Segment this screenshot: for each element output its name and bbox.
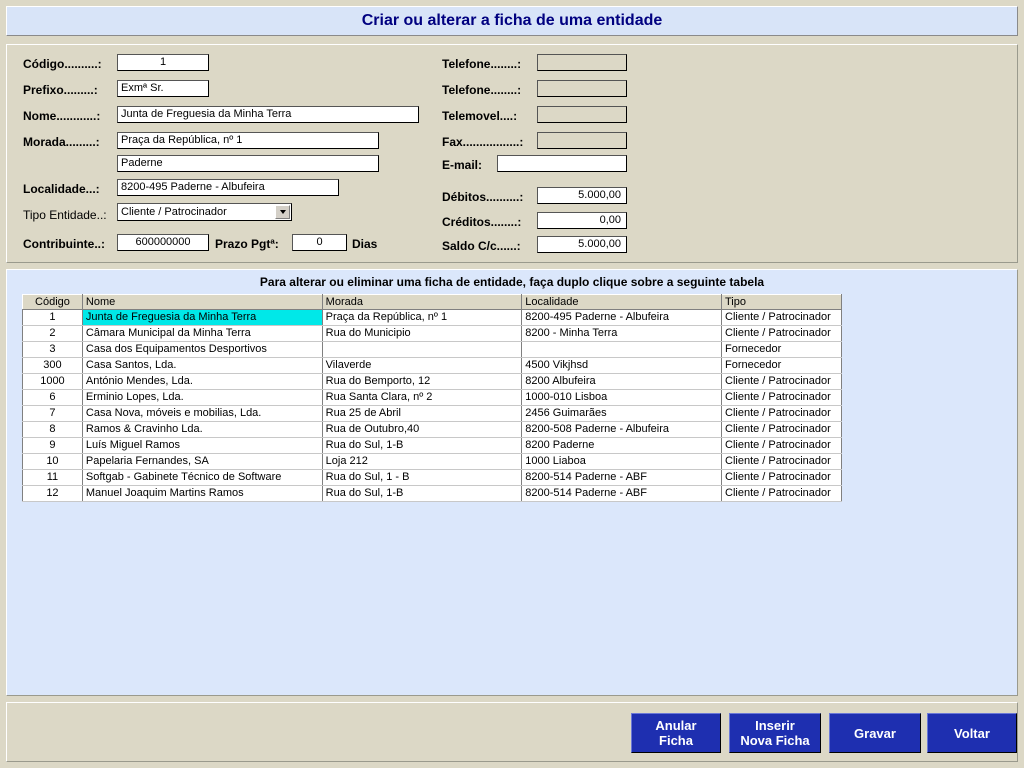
window-titlebar xyxy=(6,6,1018,36)
inserir-nova-ficha-label-line2: Nova Ficha xyxy=(740,733,810,748)
cell-localidade: 4500 Vikjhsd xyxy=(522,358,722,374)
page-title: Criar ou alterar a ficha de uma entidade xyxy=(361,12,663,29)
cell-codigo: 1000 xyxy=(23,374,83,390)
tipo-entidade-value: Cliente / Patrocinador xyxy=(121,206,227,218)
voltar-button[interactable]: Voltar xyxy=(927,713,1017,753)
cell-morada: Rua do Sul, 1-B xyxy=(322,438,522,454)
cell-nome: Junta de Freguesia da Minha Terra xyxy=(82,310,322,326)
cell-nome: Luís Miguel Ramos xyxy=(82,438,322,454)
label-codigo: Código..........: xyxy=(23,57,102,71)
cell-codigo: 2 xyxy=(23,326,83,342)
cell-codigo: 12 xyxy=(23,486,83,502)
cell-nome: Casa Santos, Lda. xyxy=(82,358,322,374)
table-row[interactable] xyxy=(23,326,842,342)
cell-codigo: 7 xyxy=(23,406,83,422)
cell-tipo: Cliente / Patrocinador xyxy=(722,422,842,438)
cell-tipo: Cliente / Patrocinador xyxy=(722,486,842,502)
cell-morada: Rua do Sul, 1-B xyxy=(322,486,522,502)
label-contribuinte: Contribuinte..: xyxy=(23,237,105,251)
cell-tipo: Cliente / Patrocinador xyxy=(722,326,842,342)
cell-codigo: 6 xyxy=(23,390,83,406)
cell-morada: Rua Santa Clara, nº 2 xyxy=(322,390,522,406)
cell-localidade: 2456 Guimarães xyxy=(522,406,722,422)
table-instructions: Para alterar ou eliminar uma ficha de entidade, faça duplo clique sobre a seguinte tabela xyxy=(259,275,765,289)
telefone-2-input[interactable] xyxy=(537,80,627,97)
label-telemovel: Telemovel....: xyxy=(442,109,518,123)
entity-table[interactable] xyxy=(22,294,842,502)
tipo-entidade-select[interactable] xyxy=(117,203,292,221)
cell-nome: António Mendes, Lda. xyxy=(82,374,322,390)
email-input[interactable] xyxy=(497,155,627,172)
table-row[interactable] xyxy=(23,422,842,438)
cell-codigo: 3 xyxy=(23,342,83,358)
cell-nome: Ramos & Cravinho Lda. xyxy=(82,422,322,438)
label-debitos: Débitos..........: xyxy=(442,190,524,204)
cell-localidade: 8200 Albufeira xyxy=(522,374,722,390)
footer-bar xyxy=(6,702,1018,762)
entity-table-body xyxy=(23,310,842,502)
cell-localidade: 8200-508 Paderne - Albufeira xyxy=(522,422,722,438)
fax-input[interactable] xyxy=(537,132,627,149)
cell-nome: Softgab - Gabinete Técnico de Software xyxy=(82,470,322,486)
prazo-pgt-input[interactable]: 0 xyxy=(292,234,347,251)
table-row[interactable] xyxy=(23,470,842,486)
label-dias: Dias xyxy=(352,237,378,251)
label-morada: Morada.........: xyxy=(23,135,100,149)
cell-codigo: 1 xyxy=(23,310,83,326)
cell-morada: Praça da República, nº 1 xyxy=(322,310,522,326)
cell-localidade: 8200-514 Paderne - ABF xyxy=(522,470,722,486)
contribuinte-input[interactable]: 600000000 xyxy=(117,234,209,251)
table-row[interactable] xyxy=(23,310,842,326)
anular-ficha-button[interactable] xyxy=(631,713,721,753)
cell-localidade: 8200 - Minha Terra xyxy=(522,326,722,342)
cell-morada: Rua do Bemporto, 12 xyxy=(322,374,522,390)
cell-nome: Casa dos Equipamentos Desportivos xyxy=(82,342,322,358)
saldo-input[interactable]: 5.000,00 xyxy=(537,236,627,253)
cell-morada: Loja 212 xyxy=(322,454,522,470)
cell-codigo: 11 xyxy=(23,470,83,486)
cell-codigo: 300 xyxy=(23,358,83,374)
inserir-nova-ficha-label-line1: Inserir xyxy=(755,718,795,733)
entity-list-panel xyxy=(6,269,1018,696)
column-header-codigo[interactable]: Código xyxy=(23,295,83,310)
cell-tipo: Cliente / Patrocinador xyxy=(722,454,842,470)
cell-nome: Manuel Joaquim Martins Ramos xyxy=(82,486,322,502)
cell-codigo: 9 xyxy=(23,438,83,454)
table-row[interactable] xyxy=(23,358,842,374)
table-row[interactable] xyxy=(23,374,842,390)
debitos-input[interactable]: 5.000,00 xyxy=(537,187,627,204)
table-row[interactable] xyxy=(23,438,842,454)
label-tipo-entidade: Tipo Entidade..: xyxy=(23,208,107,222)
label-email: E-mail: xyxy=(442,158,483,172)
entity-form-panel xyxy=(6,44,1018,263)
cell-tipo: Cliente / Patrocinador xyxy=(722,374,842,390)
cell-localidade: 1000-010 Lisboa xyxy=(522,390,722,406)
cell-tipo: Fornecedor xyxy=(722,358,842,374)
localidade-input[interactable]: 8200-495 Paderne - Albufeira xyxy=(117,179,339,196)
column-header-morada[interactable]: Morada xyxy=(322,295,522,310)
table-row[interactable] xyxy=(23,342,842,358)
table-row[interactable] xyxy=(23,486,842,502)
label-fax: Fax.................: xyxy=(442,135,524,149)
cell-tipo: Cliente / Patrocinador xyxy=(722,470,842,486)
cell-morada: Vilaverde xyxy=(322,358,522,374)
cell-nome: Papelaria Fernandes, SA xyxy=(82,454,322,470)
cell-tipo: Cliente / Patrocinador xyxy=(722,390,842,406)
column-header-localidade[interactable]: Localidade xyxy=(522,295,722,310)
anular-ficha-label-line1: Anular xyxy=(655,718,697,733)
cell-nome: Casa Nova, móveis e mobilias, Lda. xyxy=(82,406,322,422)
cell-localidade: 8200-514 Paderne - ABF xyxy=(522,486,722,502)
nome-input[interactable]: Junta de Freguesia da Minha Terra xyxy=(117,106,419,123)
cell-morada: Rua do Sul, 1 - B xyxy=(322,470,522,486)
inserir-nova-ficha-button[interactable] xyxy=(729,713,821,753)
cell-morada: Rua do Municipio xyxy=(322,326,522,342)
codigo-input[interactable]: 1 xyxy=(117,54,209,71)
column-header-nome[interactable]: Nome xyxy=(82,295,322,310)
cell-morada xyxy=(322,342,522,358)
creditos-input[interactable]: 0,00 xyxy=(537,212,627,229)
prefixo-input[interactable]: Exmª Sr. xyxy=(117,80,209,97)
label-localidade: Localidade...: xyxy=(23,182,100,196)
cell-localidade: 8200 Paderne xyxy=(522,438,722,454)
table-row[interactable] xyxy=(23,390,842,406)
cell-tipo: Cliente / Patrocinador xyxy=(722,310,842,326)
entity-table-wrapper[interactable] xyxy=(22,294,842,502)
cell-codigo: 10 xyxy=(23,454,83,470)
label-nome: Nome............: xyxy=(23,109,101,123)
anular-ficha-label-line2: Ficha xyxy=(659,733,693,748)
cell-nome: Erminio Lopes, Lda. xyxy=(82,390,322,406)
label-prazo-pgt: Prazo Pgtª: xyxy=(215,237,279,251)
morada-line1-input[interactable]: Praça da República, nº 1 xyxy=(117,132,379,149)
label-prefixo: Prefixo.........: xyxy=(23,83,98,97)
telemovel-input[interactable] xyxy=(537,106,627,123)
label-telefone-2: Telefone........: xyxy=(442,83,522,97)
cell-codigo: 8 xyxy=(23,422,83,438)
cell-tipo: Cliente / Patrocinador xyxy=(722,406,842,422)
cell-tipo: Cliente / Patrocinador xyxy=(722,438,842,454)
label-telefone-1: Telefone........: xyxy=(442,57,522,71)
cell-nome: Câmara Municipal da Minha Terra xyxy=(82,326,322,342)
label-creditos: Créditos........: xyxy=(442,215,522,229)
table-row[interactable] xyxy=(23,454,842,470)
telefone-1-input[interactable] xyxy=(537,54,627,71)
label-saldo: Saldo C/c......: xyxy=(442,239,521,253)
cell-morada: Rua de Outubro,40 xyxy=(322,422,522,438)
cell-localidade: 1000 Liaboa xyxy=(522,454,722,470)
column-header-tipo[interactable]: Tipo xyxy=(722,295,842,310)
cell-localidade xyxy=(522,342,722,358)
chevron-down-icon[interactable] xyxy=(275,205,290,219)
cell-tipo: Fornecedor xyxy=(722,342,842,358)
table-header-row xyxy=(23,295,842,310)
morada-line2-input[interactable]: Paderne xyxy=(117,155,379,172)
cell-localidade: 8200-495 Paderne - Albufeira xyxy=(522,310,722,326)
cell-morada: Rua 25 de Abril xyxy=(322,406,522,422)
gravar-button[interactable]: Gravar xyxy=(829,713,921,753)
table-row[interactable] xyxy=(23,406,842,422)
